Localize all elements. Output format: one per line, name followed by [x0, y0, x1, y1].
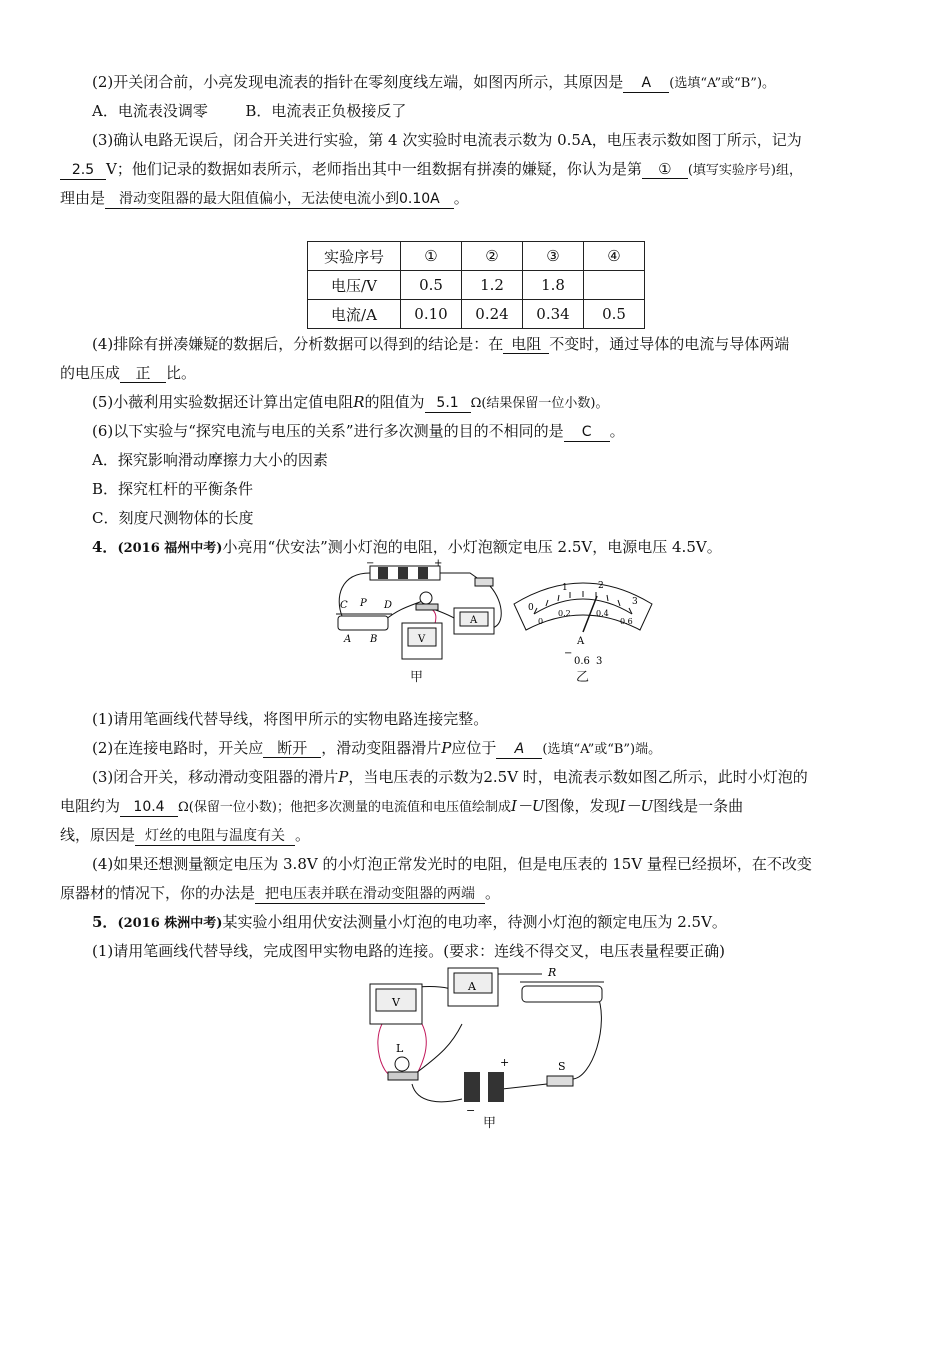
scale-bottom-label: 0 [538, 617, 544, 626]
scale-bottom-label: 0.2 [558, 609, 571, 618]
table-cell [584, 271, 645, 300]
q4-p3-line3 [60, 825, 895, 846]
q3-p3-text-e: 。 [453, 189, 469, 207]
q3-p6 [92, 421, 895, 442]
voltmeter-label: V [392, 996, 400, 1009]
battery-cell [378, 567, 388, 579]
q4-p3-text-h: 。 [295, 826, 311, 844]
q4-p2-text-a: (2)在连接电路时，开关应 [92, 739, 264, 757]
q3-p6-text-a: (6)以下实验与“探究电流与电压的关系”进行多次测量的目的不相同的是 [92, 422, 564, 440]
q4-p2-answer-end: A [496, 741, 542, 759]
scale-top-label: 0 [528, 603, 534, 613]
q4-p4-text-b: 原器材的情况下，你的办法是 [60, 884, 256, 902]
meter-terminal-label: − [564, 648, 573, 659]
q3-p5-text-c: Ω(结果保留一位小数)。 [470, 396, 609, 411]
q3-p4-answer-relation: 正 [120, 365, 166, 383]
q3-p2 [92, 72, 895, 94]
scale-bottom-label: 0.6 [620, 617, 633, 626]
q4-p3-iu-2: I－U [619, 797, 654, 815]
scale-bottom-label: 0.4 [596, 609, 609, 618]
q3-p3-line3 [60, 188, 895, 209]
rheostat-label-p: P [360, 598, 367, 609]
q3-p2-answer: A [623, 75, 669, 93]
q4-p2-text-d: (选填“A”或“B”)端。 [542, 742, 662, 757]
q5-fig-caption-jia: 甲 [483, 1116, 497, 1131]
table-row [308, 300, 645, 329]
lamp-base [416, 604, 438, 610]
q3-p2-text: (2)开关闭合前，小亮发现电流表的指针在零刻度线左端，如图丙所示，其原因是 [92, 73, 624, 91]
rheostat-label-a: A [344, 634, 352, 645]
battery-minus-label: − [366, 558, 375, 569]
data-table [307, 241, 645, 329]
meter-unit-label: A [577, 636, 585, 647]
q4-source: (2016 福州中考) [117, 541, 223, 556]
meter-terminal-label: 3 [596, 656, 603, 666]
battery-plus-label: + [500, 1056, 510, 1069]
q4-p3-text-e: 图像，发现 [544, 797, 620, 815]
q3-p3-line2 [60, 159, 895, 181]
table-cell: 1.2 [462, 271, 523, 300]
q3-p4-text-c: 的电压成 [60, 364, 121, 382]
table-header: 实验序号 [308, 242, 401, 271]
q4-p4-answer: 把电压表并联在滑动变阻器的两端 [255, 886, 485, 904]
q4-fig-caption-jia: 甲 [410, 670, 424, 685]
q3-p2-hint: (选填“A”或“B”)。 [669, 76, 776, 91]
q3-p6-option-c: C．刻度尺测物体的长度 [92, 509, 254, 527]
table-cell: 0.24 [462, 300, 523, 329]
q4-ammeter-scale-figure [512, 566, 654, 666]
q4-fig-caption-yi: 乙 [576, 670, 590, 685]
q4-p2-text-b: ，滑动变阻器滑片 [321, 739, 442, 757]
q4-p3-line2 [60, 796, 895, 818]
q4-p2-var: P [441, 739, 452, 757]
q4-p2 [92, 738, 895, 760]
ammeter-label: A [470, 615, 478, 626]
meter-terminal-label: 0.6 [574, 656, 590, 666]
q4-p3-text-b: ，当电压表的示数为2.5V 时，电流表示数如图乙所示，此时小灯泡的 [348, 768, 808, 786]
scale-top-label: 3 [632, 597, 638, 607]
q3-p6-option-b: B．探究杠杆的平衡条件 [92, 480, 254, 498]
scale-top-label: 1 [562, 583, 568, 593]
q3-p2-option-b: B．电流表正负极接反了 [245, 102, 407, 120]
q3-p4-line1 [92, 334, 895, 354]
q4-p3-answer-reason: 灯丝的电阻与温度有关 [135, 828, 295, 846]
q4-number: 4． [92, 538, 118, 556]
q3-p3-text-d: 理由是 [60, 189, 106, 207]
q3-p4-text-a: (4)排除有拼凑嫌疑的数据后，分析数据可以得到的结论是：在 [92, 335, 504, 353]
q3-p5-text-a: (5)小薇利用实验数据还计算出定值电阻 [92, 393, 354, 411]
q3-p4-text-b: 不变时，通过导体的电流与导体两端 [549, 335, 790, 353]
q4-p4-text-c: 。 [485, 884, 501, 902]
q3-p2-option-a: A．电流表没调零 [92, 102, 208, 120]
lamp [395, 1057, 409, 1071]
wire [572, 994, 601, 1079]
lamp [420, 592, 432, 604]
rheostat-label-d: D [384, 600, 393, 611]
q5-source: (2016 株洲中考) [117, 916, 223, 931]
battery-cell [418, 567, 428, 579]
table-header: ④ [584, 242, 645, 271]
switch-label: S [558, 1060, 566, 1073]
q3-p3-answer-group: ① [642, 161, 688, 179]
table-header-row [308, 242, 645, 271]
q4-p4-line2 [60, 883, 895, 904]
q4-p3-answer-resistance: 10.4 [120, 799, 178, 817]
table-cell: 1.8 [523, 271, 584, 300]
q4-p3-var: P [338, 768, 349, 786]
q5-number: 5． [92, 913, 118, 931]
battery-cell [398, 567, 408, 579]
q4-circuit-figure [330, 558, 510, 668]
table-cell: 电压/V [308, 271, 401, 300]
q4-p3-text-g: 线，原因是 [60, 826, 136, 844]
q4-p3-text-d: Ω(保留一位小数)；他把多次测量的电流值和电压值绘制成 [178, 800, 511, 815]
q4-stem-text: 小亮用“伏安法”测小灯泡的电阻，小灯泡额定电压 2.5V，电源电压 4.5V。 [222, 538, 722, 556]
q3-p6-text-b: 。 [609, 422, 625, 440]
rheostat-label: R [548, 966, 557, 979]
q4-p2-text-c: 应位于 [451, 739, 497, 757]
rheostat-label-c: C [340, 600, 348, 611]
q3-p5-text-b: 的阻值为 [364, 393, 425, 411]
q3-p3-text-a: (3)确认电路无误后，闭合开关进行实验，第 4 次实验时电流表示数为 0.5A，电压表示数如图丁所示，记为 [92, 131, 802, 149]
q3-p4-line2 [60, 363, 895, 383]
q4-p3-iu-1: I－U [510, 797, 545, 815]
wire [502, 1084, 547, 1089]
q3-p2-options [92, 101, 895, 121]
q3-p3-line1 [92, 130, 895, 150]
q4-p3-text-c: 电阻约为 [60, 797, 121, 815]
q4-p2-answer-switch: 断开 [263, 740, 321, 758]
table-cell: 电流/A [308, 300, 401, 329]
table-header: ③ [523, 242, 584, 271]
q5-circuit-figure [362, 964, 612, 1114]
q3-p4-text-d: 比。 [166, 364, 197, 382]
q5-stem [92, 912, 895, 934]
q3-p5-answer: 5.1 [425, 395, 471, 413]
q4-p1: (1)请用笔画线代替导线，将图甲所示的实物电路连接完整。 [92, 710, 489, 728]
wire [440, 573, 480, 580]
table-cell: 0.5 [401, 271, 462, 300]
rheostat [338, 616, 388, 630]
ammeter-label: A [468, 980, 476, 993]
battery-cell [488, 1072, 504, 1102]
battery-minus-label: − [466, 1104, 476, 1114]
scale-top-label: 2 [598, 581, 604, 591]
q4-p4-text-a: (4)如果还想测量额定电压为 3.8V 的小灯泡正常发光时的电阻，但是电压表的 15V 量程已经损坏，在不改变 [92, 855, 812, 873]
table-header: ① [401, 242, 462, 271]
q5-p1 [92, 941, 895, 961]
q4-stem [92, 537, 895, 559]
q3-p3-answer-voltage: 2.5 [60, 162, 106, 180]
q4-p4-line1 [92, 854, 895, 874]
q5-stem-text: 某实验小组用伏安法测量小灯泡的电功率，待测小灯泡的额定电压为 2.5V。 [222, 913, 727, 931]
lamp-label: L [396, 1042, 404, 1055]
table-cell: 0.10 [401, 300, 462, 329]
table-header: ② [462, 242, 523, 271]
q3-p3-text-b: V；他们记录的数据如表所示，老师指出其中一组数据有拼凑的嫌疑，你认为是第 [106, 160, 642, 178]
table-row [308, 271, 645, 300]
wire [412, 1084, 462, 1102]
q3-p4-answer-condition: 电阻 [503, 336, 549, 354]
wire-pink [378, 1024, 392, 1076]
rheostat [522, 986, 602, 1002]
q3-p6-answer: C [564, 424, 610, 442]
q5-p1-text: (1)请用笔画线代替导线，完成图甲实物电路的连接。(要求：连线不得交叉，电压表量程要正确) [92, 942, 725, 960]
q3-p3-text-c: (填写实验序号)组， [687, 163, 802, 178]
table-cell: 0.5 [584, 300, 645, 329]
q3-p3-answer-reason: 滑动变阻器的最大阻值偏小，无法使电流小到0.10A [105, 191, 454, 209]
q4-p3-line1 [92, 767, 895, 787]
switch [547, 1076, 573, 1086]
q3-p5-var: R [353, 393, 365, 411]
q3-p6-option-a: A．探究影响滑动摩擦力大小的因素 [92, 451, 328, 469]
table-cell: 0.34 [523, 300, 584, 329]
battery-plus-label: + [434, 558, 443, 569]
q4-p3-text-f: 图线是一条曲 [653, 797, 744, 815]
rheostat-label-b: B [370, 634, 378, 645]
q4-p3-text-a: (3)闭合开关，移动滑动变阻器的滑片 [92, 768, 339, 786]
lamp-base [388, 1072, 418, 1080]
voltmeter-label: V [418, 634, 426, 645]
switch [475, 578, 493, 586]
battery-cell [464, 1072, 480, 1102]
q3-p5 [92, 392, 895, 414]
